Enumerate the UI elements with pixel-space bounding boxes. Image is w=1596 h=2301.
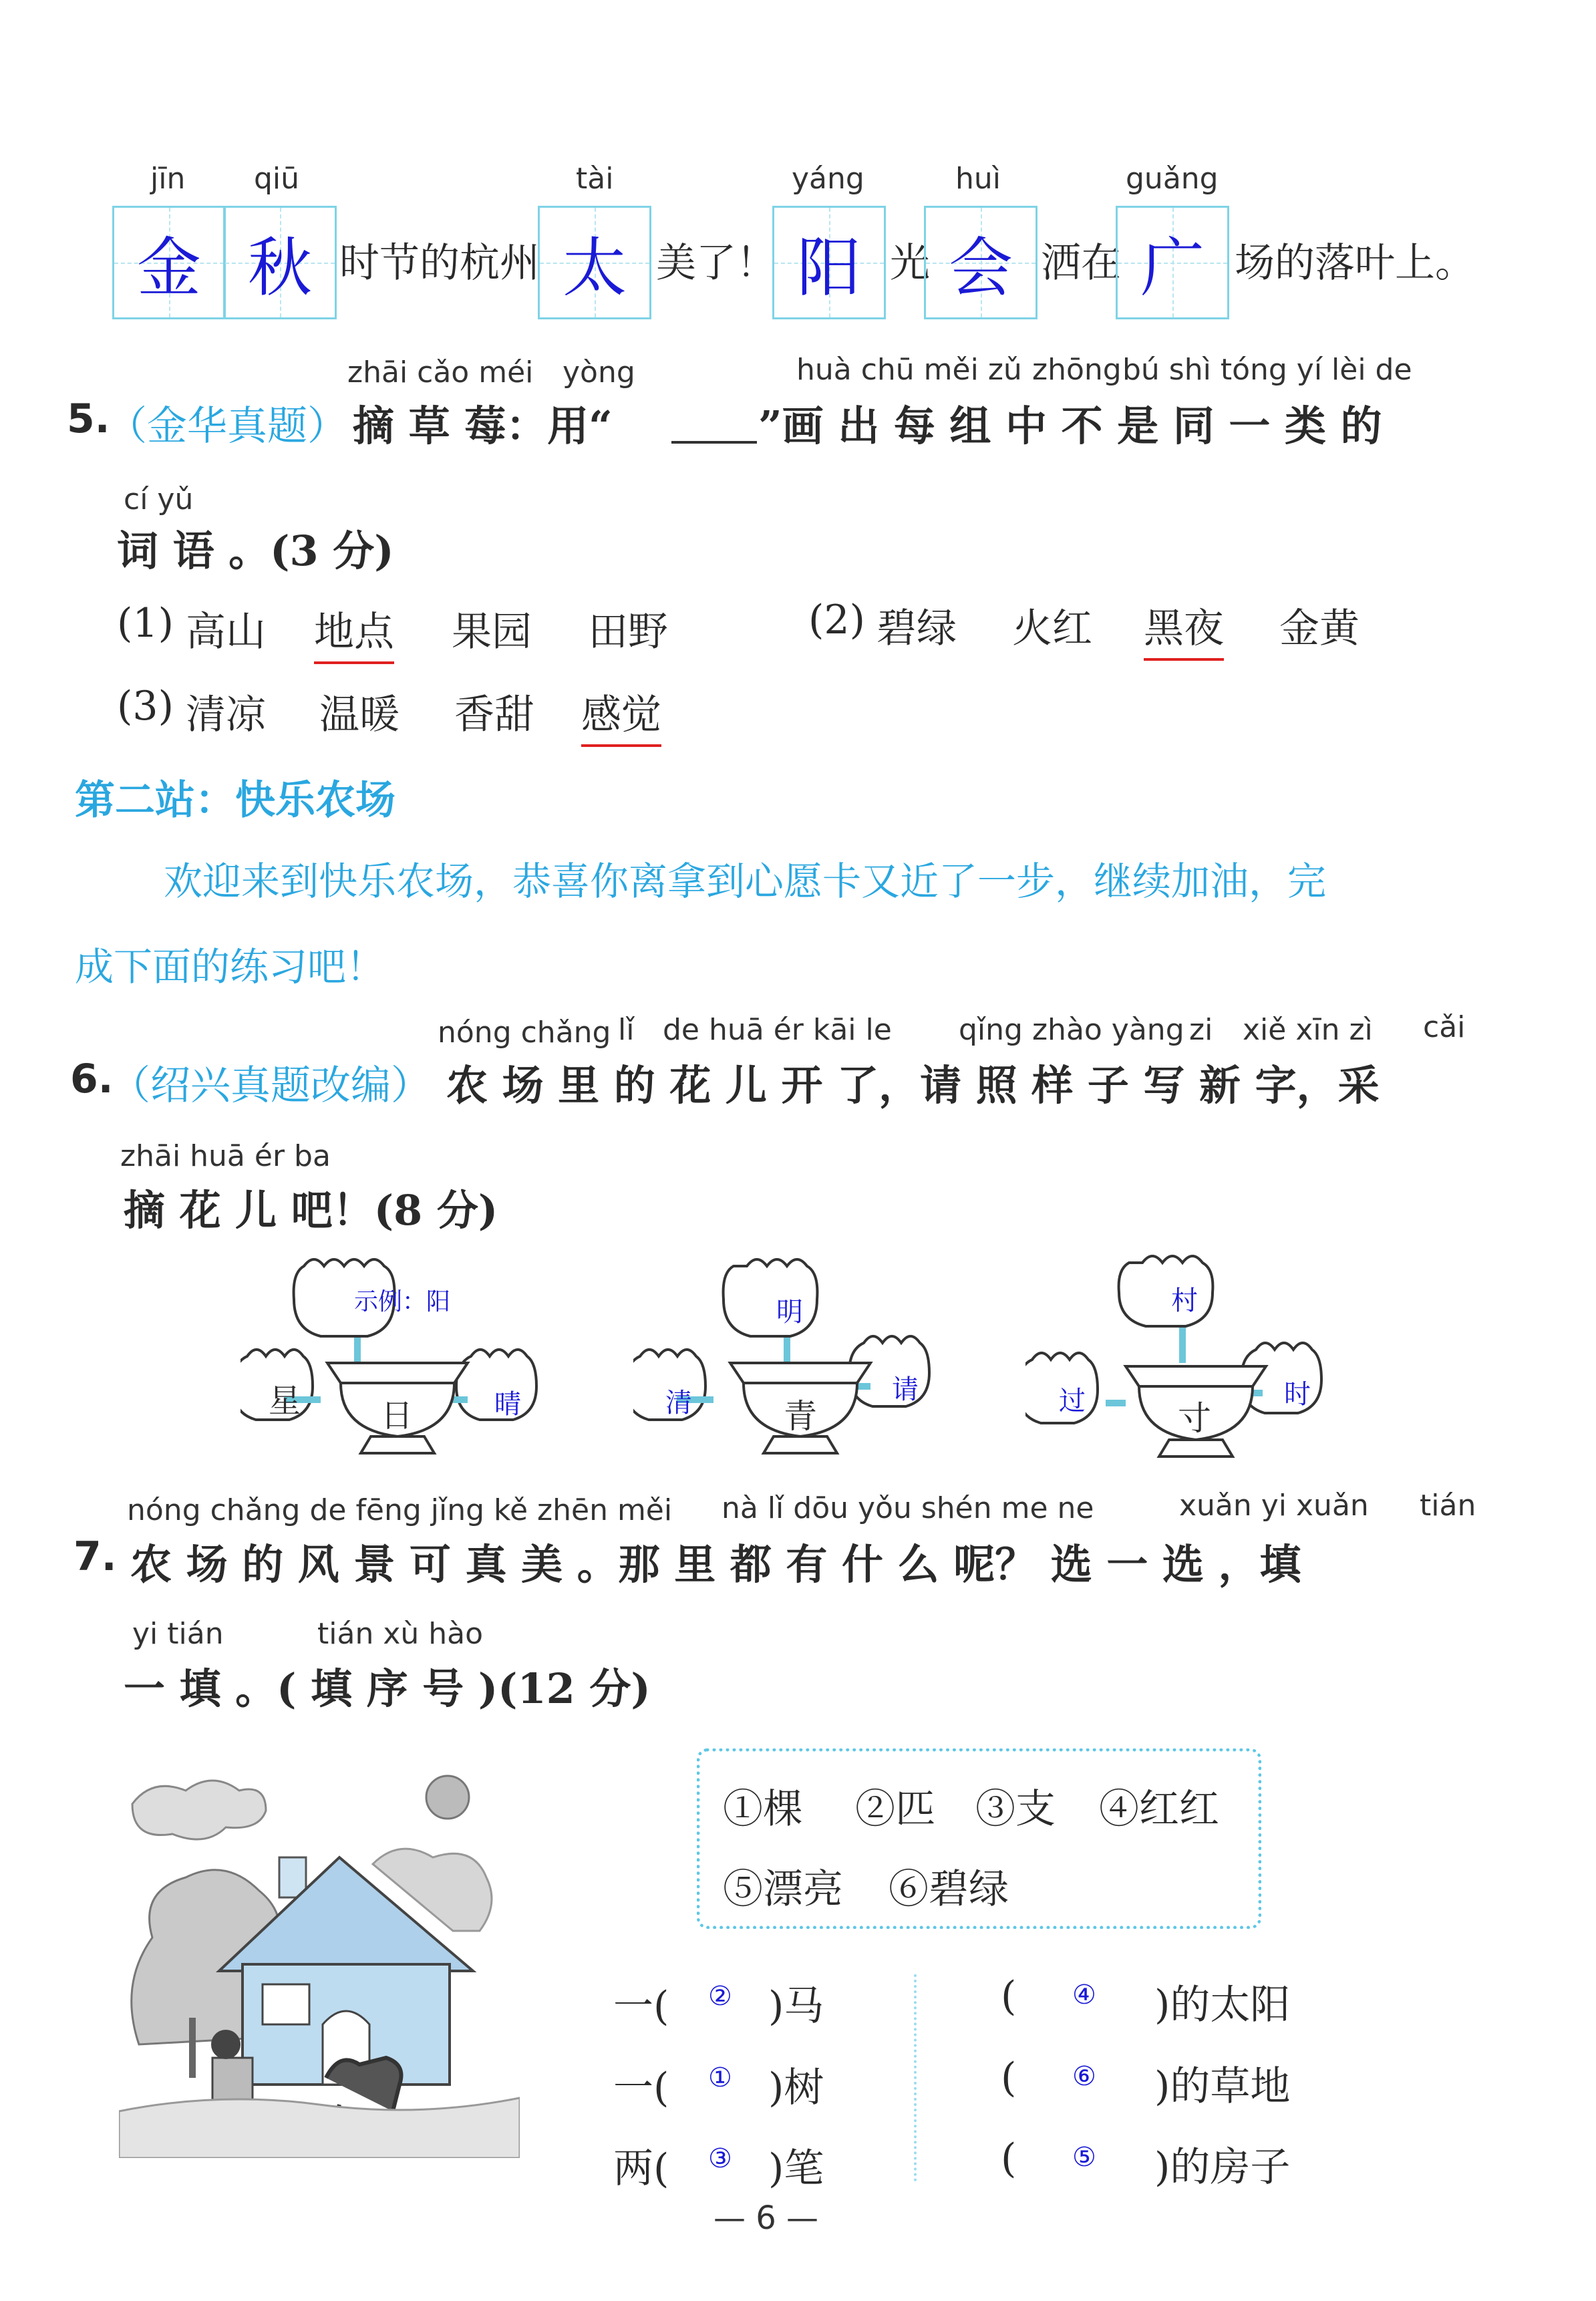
- word: 田野: [588, 609, 668, 655]
- option: ②匹: [855, 1786, 935, 1833]
- word: 高山: [186, 609, 266, 655]
- char-box: 秋: [223, 206, 337, 319]
- pinyin: yòng: [563, 355, 635, 390]
- pinyin: huà chū měi zǔ: [796, 353, 1022, 387]
- flower-left: 清: [665, 1388, 692, 1418]
- flower-pot-char: 寸: [1178, 1399, 1211, 1438]
- question-text: 摘 花 儿 吧！(8 分): [124, 1186, 498, 1235]
- pinyin: huì: [955, 162, 1001, 196]
- question-text: 农 场 的 风 景 可 真 美 。那 里 都 有 什 么 呢？ 选 一 选 ，填: [130, 1540, 1301, 1589]
- pinyin: yáng: [792, 162, 864, 196]
- station-intro: 成下面的练习吧！: [75, 944, 385, 989]
- flower-left: 星: [269, 1382, 301, 1420]
- fill-suffix: )马: [768, 1983, 824, 2030]
- fill-suffix: )笔: [768, 2145, 824, 2192]
- fill-prefix: (: [1001, 2135, 1017, 2182]
- pinyin: bú shì tóng yí lèi de: [1122, 353, 1412, 387]
- fill-suffix: )的太阳: [1154, 1982, 1291, 2028]
- sentence-fragment: 光: [890, 240, 930, 287]
- question-text: 一 填 。( 填 序 号 )(12 分): [124, 1664, 651, 1713]
- sentence-fragment: 场的落叶上。: [1235, 240, 1475, 287]
- underline-sample: [671, 441, 757, 444]
- divider: [914, 1974, 917, 2181]
- fill-answer: ③: [708, 2143, 732, 2174]
- sentence-fragment: 洒在: [1041, 240, 1121, 287]
- page-number: — 6 —: [713, 2199, 819, 2237]
- pinyin: nóng chǎng: [438, 1016, 611, 1050]
- flower-right: 请: [892, 1374, 919, 1405]
- question-number: 7.: [73, 1533, 117, 1580]
- pinyin: tián: [1420, 1489, 1476, 1523]
- group-label: (3): [117, 683, 174, 730]
- flower-pot: [633, 1256, 1007, 1470]
- word: 碧绿: [876, 605, 957, 652]
- fill-answer: ④: [1072, 1980, 1096, 2010]
- option: ⑥碧绿: [889, 1866, 1009, 1913]
- question-number: 5.: [67, 396, 110, 442]
- farm-illustration: [119, 1764, 520, 2158]
- char-box: 广: [1116, 206, 1229, 319]
- word: 金黄: [1279, 605, 1360, 652]
- pinyin: qǐng zhào yàng: [959, 1013, 1184, 1047]
- pinyin: zhāi cǎo méi: [347, 355, 534, 390]
- word: 火红: [1012, 605, 1092, 652]
- char-box: 会: [924, 206, 1038, 319]
- fill-suffix: )的房子: [1154, 2144, 1291, 2191]
- question-text: 农 场 里 的 花 儿 开 了，请 照 样 子 写 新 字，采: [446, 1061, 1380, 1110]
- word-answer: 感觉: [581, 683, 661, 747]
- option: ③支: [975, 1786, 1056, 1833]
- fill-prefix: 一(: [613, 1983, 669, 2030]
- flower-pot: [1025, 1249, 1400, 1470]
- pinyin: yi tián: [132, 1617, 224, 1651]
- pinyin: tián xù hào: [317, 1617, 483, 1651]
- flower-right: 晴: [494, 1389, 521, 1420]
- option: ①棵: [723, 1786, 803, 1833]
- pinyin: nóng chǎng de fēng jǐng kě zhēn měi: [127, 1493, 673, 1527]
- flower-right: 时: [1284, 1379, 1311, 1410]
- question-source: （金华真题）: [107, 403, 347, 450]
- option: ⑤漂亮: [723, 1866, 843, 1913]
- question-text: 词 语 。(3 分): [117, 526, 394, 575]
- sentence-fragment: 美了！: [656, 240, 776, 287]
- pinyin: cí yǔ: [124, 482, 194, 516]
- pinyin: xuǎn yi xuǎn: [1179, 1489, 1369, 1523]
- pinyin: de huā ér kāi le: [663, 1013, 892, 1047]
- group-label: (1): [117, 600, 174, 647]
- question-text: 摘 草 莓：用“: [353, 402, 613, 450]
- option: ④红红: [1099, 1786, 1219, 1833]
- fill-prefix: 两(: [613, 2145, 669, 2192]
- fill-suffix: )树: [768, 2064, 824, 2111]
- pinyin: qiū: [254, 162, 300, 196]
- group-label: (2): [808, 597, 865, 643]
- flower-top: 村: [1171, 1285, 1198, 1316]
- question-text: ”画 出 每 组 中 不 是 同 一 类 的: [758, 402, 1382, 450]
- pinyin: tài: [576, 162, 614, 196]
- flower-pot-char: 日: [381, 1397, 414, 1434]
- pinyin: zi: [1189, 1013, 1213, 1047]
- word: 香甜: [454, 692, 534, 738]
- flower-pot-char: 青: [784, 1397, 817, 1436]
- char-box: 金: [112, 206, 226, 319]
- char-box: 阳: [772, 206, 886, 319]
- pinyin: nà lǐ dōu yǒu shén me ne: [722, 1491, 1094, 1525]
- pinyin: jīn: [150, 162, 186, 196]
- flower-top: 明: [776, 1297, 803, 1328]
- word: 清凉: [186, 692, 266, 738]
- question-number: 6.: [70, 1056, 114, 1102]
- sentence-fragment: 时节的杭州: [339, 240, 540, 287]
- question-source: （绍兴真题改编）: [110, 1062, 431, 1109]
- char-box: 太: [538, 206, 651, 319]
- pinyin: lǐ: [618, 1013, 635, 1047]
- pinyin: zhāi huā ér ba: [120, 1139, 331, 1173]
- flower-top: 示例：阳: [354, 1288, 451, 1316]
- fill-prefix: (: [1001, 2054, 1017, 2101]
- station-intro: 欢迎来到快乐农场，恭喜你离拿到心愿卡又近了一步，继续加油，完: [164, 859, 1327, 904]
- station-title: 第二站：快乐农场: [75, 777, 395, 824]
- flower-pot-example: [241, 1256, 615, 1470]
- flower-left: 过: [1059, 1386, 1086, 1416]
- pinyin: zhōng: [1032, 353, 1122, 387]
- word-answer: 黑夜: [1144, 597, 1224, 661]
- fill-suffix: )的草地: [1154, 2063, 1291, 2110]
- word: 果园: [452, 609, 532, 655]
- fill-answer: ⑥: [1072, 2061, 1096, 2092]
- word-answer: 地点: [314, 600, 394, 664]
- fill-answer: ⑤: [1072, 2142, 1096, 2173]
- word: 温暖: [319, 692, 400, 738]
- pinyin: xiě xīn zì: [1243, 1013, 1373, 1047]
- fill-prefix: (: [1001, 1973, 1017, 2020]
- fill-answer: ②: [708, 1981, 732, 2012]
- fill-prefix: 一(: [613, 2064, 669, 2111]
- fill-answer: ①: [708, 2062, 732, 2093]
- pinyin: cǎi: [1423, 1010, 1466, 1044]
- pinyin: guǎng: [1126, 162, 1219, 196]
